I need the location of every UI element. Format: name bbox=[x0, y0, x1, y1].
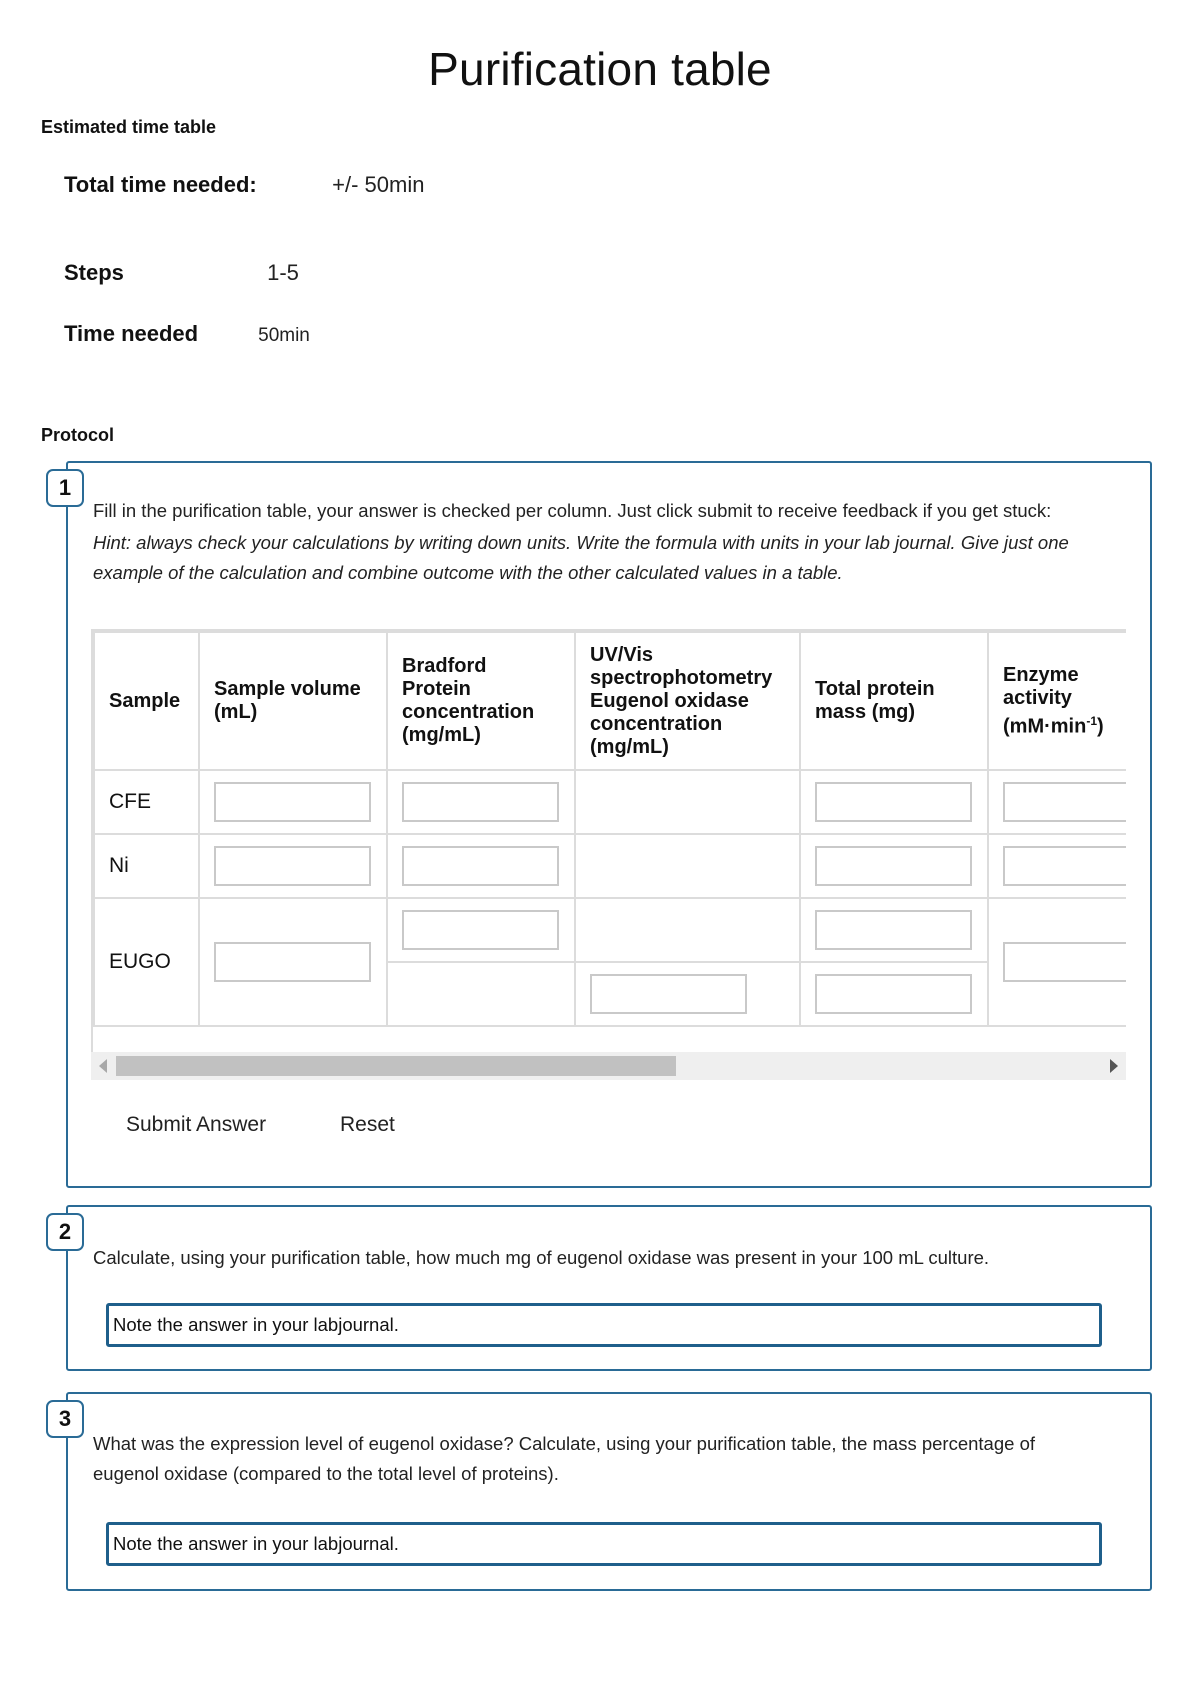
eugo-uvvis-input[interactable] bbox=[590, 974, 747, 1014]
eugo-bradford-input[interactable] bbox=[402, 910, 559, 950]
cfe-activity-input[interactable] bbox=[1003, 782, 1126, 822]
step-1-instruction: Fill in the purification table, your answer is checked per column. Just click submit to receive feedback if you get stuck: bbox=[93, 500, 1052, 521]
steps-value: 1-5 bbox=[267, 260, 299, 285]
header-total-protein-mass: Total protein mass (mg) bbox=[800, 632, 988, 770]
cfe-total-mass-input[interactable] bbox=[815, 782, 972, 822]
table-header-row bbox=[94, 632, 1126, 770]
header-enzyme-activity-sup: -1 bbox=[1086, 713, 1097, 728]
eugo-total-mass-input-1[interactable] bbox=[815, 910, 972, 950]
header-enzyme-activity-close: ) bbox=[1097, 715, 1104, 738]
header-sample-volume: Sample volume (mL) bbox=[199, 632, 387, 770]
total-time-value: +/- 50min bbox=[332, 172, 425, 197]
ni-uvvis-empty bbox=[575, 834, 800, 898]
header-enzyme-activity-text: Enzyme activity (mM·min bbox=[1003, 663, 1087, 738]
ni-total-mass-input[interactable] bbox=[815, 846, 972, 886]
steps-label: Steps bbox=[64, 260, 124, 285]
eugo-bradford-empty bbox=[387, 962, 575, 1026]
table-row bbox=[94, 770, 1126, 834]
step-1-hint: Hint: always check your calculations by writing down units. Write the formula with units in your lab journal. Give just one example of the calculation and combine outcome with the other calculated values in a table. bbox=[93, 532, 1069, 583]
step-1-box bbox=[58, 461, 1152, 1188]
scroll-left-arrow-icon[interactable] bbox=[99, 1059, 107, 1073]
row-label-ni: Ni bbox=[94, 834, 199, 898]
header-sample: Sample bbox=[94, 632, 199, 770]
step-3-answer-box[interactable]: Note the answer in your labjournal. bbox=[106, 1522, 1102, 1566]
cfe-bradford-input[interactable] bbox=[402, 782, 559, 822]
scroll-right-arrow-icon[interactable] bbox=[1110, 1059, 1118, 1073]
page-title: Purification table bbox=[428, 43, 772, 95]
ni-bradford-input[interactable] bbox=[402, 846, 559, 886]
step-3-number: 3 bbox=[46, 1400, 84, 1438]
purification-table bbox=[93, 631, 1126, 1027]
time-table-label: Estimated time table bbox=[41, 117, 217, 137]
steps-row bbox=[64, 260, 299, 286]
ni-activity-input[interactable] bbox=[1003, 846, 1126, 886]
time-needed-value: 50min bbox=[258, 325, 310, 346]
cfe-uvvis-empty bbox=[575, 770, 800, 834]
step-2-number: 2 bbox=[46, 1213, 84, 1251]
time-needed-label: Time needed bbox=[64, 321, 199, 346]
step-3-instruction: What was the expression level of eugenol oxidase? Calculate, using your purification table, the mass percentage of eugenol oxidase (compared to the total level of proteins). bbox=[93, 1433, 1035, 1484]
header-bradford: Bradford Protein concentration (mg/mL) bbox=[387, 632, 575, 770]
step-3-box bbox=[58, 1392, 1152, 1591]
eugo-volume-input[interactable] bbox=[214, 942, 371, 982]
eugo-uvvis-empty bbox=[575, 898, 800, 962]
total-time-label: Total time needed: bbox=[64, 172, 257, 197]
table-row bbox=[94, 898, 1126, 962]
header-uvvis: UV/Vis spectrophotometry Eugenol oxidase concentration (mg/mL) bbox=[575, 632, 800, 770]
header-enzyme-activity bbox=[988, 632, 1126, 770]
step-1-number: 1 bbox=[46, 469, 84, 507]
step-2-box bbox=[58, 1205, 1152, 1371]
purification-table-scroll-area[interactable] bbox=[91, 629, 1126, 1054]
submit-answer-button[interactable]: Submit Answer bbox=[126, 1113, 267, 1136]
eugo-total-mass-input-2[interactable] bbox=[815, 974, 972, 1014]
scrollbar-thumb[interactable] bbox=[116, 1056, 676, 1076]
time-needed-row bbox=[64, 321, 310, 347]
row-label-cfe: CFE bbox=[94, 770, 199, 834]
protocol-label: Protocol bbox=[41, 425, 115, 445]
step-2-answer-box[interactable]: Note the answer in your labjournal. bbox=[106, 1303, 1102, 1347]
table-row bbox=[94, 834, 1126, 898]
reset-button[interactable]: Reset bbox=[340, 1113, 395, 1136]
step-2-instruction: Calculate, using your purification table, how much mg of eugenol oxidase was present in your 100 mL culture. bbox=[93, 1247, 990, 1268]
table-horizontal-scrollbar[interactable] bbox=[91, 1052, 1126, 1080]
cfe-volume-input[interactable] bbox=[214, 782, 371, 822]
row-label-eugo: EUGO bbox=[94, 898, 199, 1026]
ni-volume-input[interactable] bbox=[214, 846, 371, 886]
total-time-row bbox=[64, 172, 424, 198]
eugo-activity-input[interactable] bbox=[1003, 942, 1126, 982]
